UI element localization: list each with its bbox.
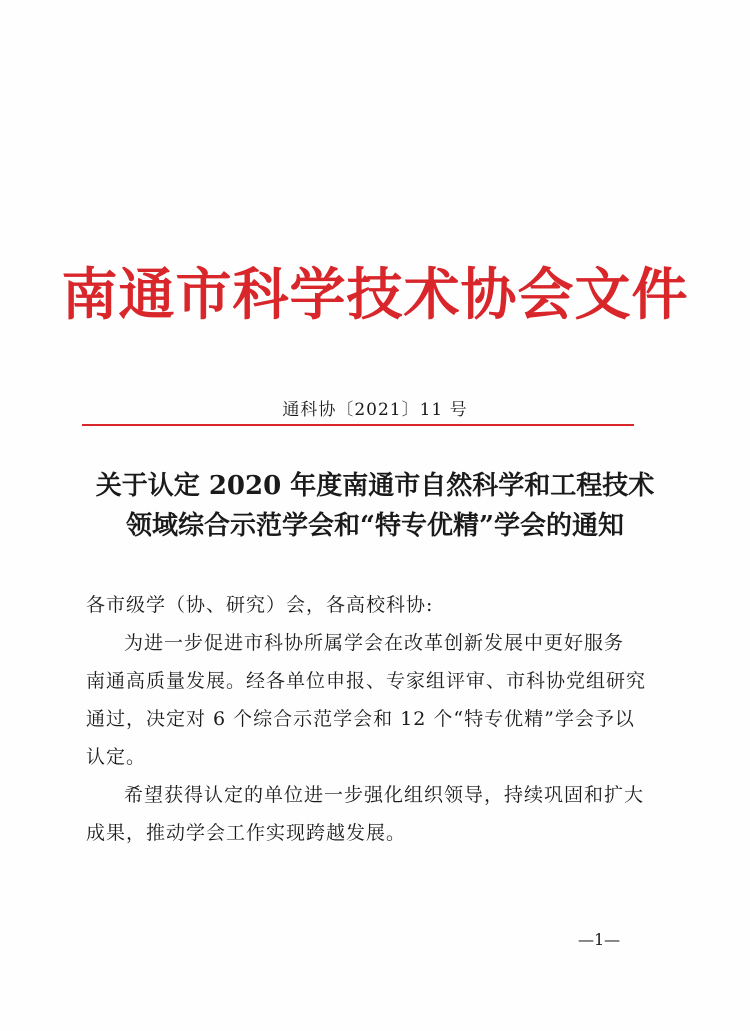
notice-title xyxy=(60,466,690,546)
notice-title-line-2: 领域综合示范学会和“特专优精”学会的通知 xyxy=(126,511,624,541)
masthead-title: 南通市科学技术协会文件 xyxy=(61,262,689,328)
paragraph-1 xyxy=(86,624,666,776)
paragraph-1-line: 认定。 xyxy=(86,746,147,768)
paragraph-1-line: 通过，决定对 6 个综合示范学会和 12 个“特专优精”学会予以 xyxy=(86,708,635,730)
paragraph-2-line: 成果，推动学会工作实现跨越发展。 xyxy=(86,822,407,844)
paragraph-2-line: 希望获得认定的单位进一步强化组织领导，持续巩固和扩大 xyxy=(124,784,645,806)
document-number: 通科协〔2021〕11 号 xyxy=(282,400,468,420)
salutation: 各市级学（协、研究）会，各高校科协: xyxy=(86,594,434,616)
paragraph-1-line: 为进一步促进市科协所属学会在改革创新发展中更好服务 xyxy=(124,632,625,654)
notice-title-line-1: 关于认定 2020 年度南通市自然科学和工程技术 xyxy=(95,471,655,501)
red-divider-rule xyxy=(82,424,634,426)
page-number: —1— xyxy=(578,930,621,949)
paragraph-1-line: 南通高质量发展。经各单位申报、专家组评审、市科协党组研究 xyxy=(86,670,647,692)
paragraph-2 xyxy=(86,776,666,852)
